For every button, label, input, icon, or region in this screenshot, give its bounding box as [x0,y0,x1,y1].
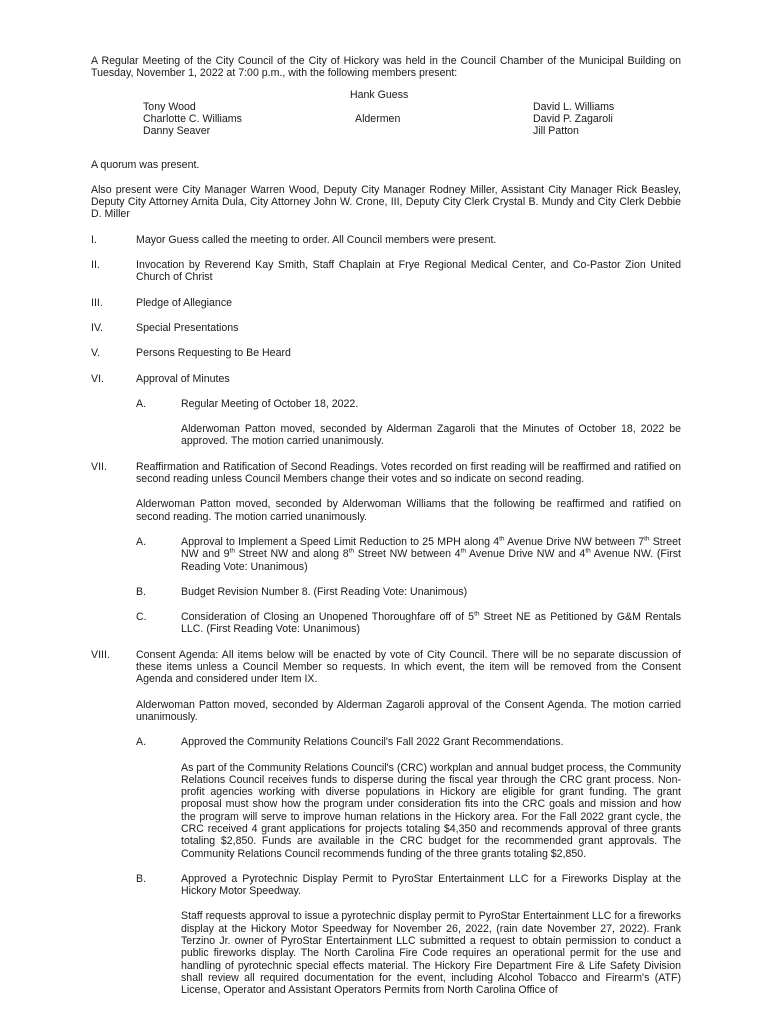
quorum-statement: A quorum was present. [91,158,200,171]
agenda-item-4 [91,322,681,334]
sub-item-letter: A. [136,736,147,749]
sub-item-6a [136,398,681,410]
members-present [91,89,681,159]
item-7-motion: Alderwoman Patton moved, seconded by Alderwoman Williams that the following be reaffirmed and ratified on second reading. The motion carried unanimously. [136,498,681,523]
minutes-page [91,55,681,997]
member-name: Tony Wood [143,100,196,113]
item-8-motion: Alderwoman Patton moved, seconded by Alderman Zagaroli approval of the Consent Agenda. The motion carried unanimously. [136,698,681,723]
sub-item-7c [136,611,681,636]
item-number: VIII. [91,648,110,661]
item-text: Pledge of Allegiance [136,296,233,309]
member-name: Jill Patton [533,125,579,138]
sub-item-letter: B. [136,585,147,598]
aldermen-label: Aldermen [355,112,401,125]
item-text: Invocation by Reverend Kay Smith, Staff Chaplain at Frye Regional Medical Center, and Co-Pastor Zion United Church of Christ [136,259,681,284]
agenda-item-5 [91,347,681,359]
sub-item-7a [136,536,681,573]
member-name: Danny Seaver [143,125,211,138]
member-name: David P. Zagaroli [533,112,613,125]
sub-item-text: Budget Revision Number 8. (First Reading Vote: Unanimous) [181,585,468,598]
sub-item-6a-body: Alderwoman Patton moved, seconded by Alderman Zagaroli that the Minutes of October 18, 2022 be approved. The motion carried unanimously. [181,423,681,448]
also-present-paragraph: Also present were City Manager Warren Wood, Deputy City Manager Rodney Miller, Assistant City Manager Rick Beasley, Deputy City Attorney Arnita Dula, City Attorney John W. Crone, III, Deputy City Clerk Crystal B. Mundy and City Clerk Debbie D. Miller [91,183,681,221]
sub-item-text: Approved the Community Relations Council's Fall 2022 Grant Recommendations. [181,736,564,749]
item-number: I. [91,233,97,246]
sub-item-text: Regular Meeting of October 18, 2022. [181,397,359,410]
member-name: David L. Williams [533,100,615,113]
item-text: Approval of Minutes [136,372,230,385]
item-number: VII. [91,460,107,473]
intro-paragraph: A Regular Meeting of the City Council of the City of Hickory was held in the Council Chamber of the Municipal Building on Tuesday, November 1, 2022 at 7:00 p.m., with the following members present: [91,55,681,80]
sub-item-8b-body: Staff requests approval to issue a pyrotechnic display permit to PyroStar Entertainment LLC for a fireworks display at the Hickory Motor Speedway for November 26, 2022, (rain date November 27, 2022). Frank Terzino Jr. owner of PyroStar Entertainment LLC submitted a request to obtain permission to conduct a public fireworks display. The North Carolina Fire Code requires an operational permit for the use and handling of pyrotechnic special effects material. The Hickory Fire Department Fire & Life Safety Division shall review all required documentation for the event, including Alcohol Tobacco and Firearm's (ATF) License, Operator and Assistant Operators Permits from North Carolina Office of [181,910,681,997]
sub-item-letter: A. [136,535,147,548]
agenda-item-1 [91,234,681,246]
sub-item-text: Consideration of Closing an Unopened Thoroughfare off of 5th Street NE as Petitioned by G&M Rentals LLC. (First Reading Vote: Unanimous) [181,610,681,636]
sub-item-7b [136,586,681,598]
item-text: Consent Agenda: All items below will be enacted by vote of City Council. There will be no separate discussion of these items unless a Council Member so requests. In which event, the item will be removed from the Consent Agenda and considered under Item IX. [136,648,681,686]
agenda-item-7 [91,461,681,486]
item-text: Persons Requesting to Be Heard [136,347,291,360]
item-number: III. [91,296,103,309]
agenda-item-8 [91,649,681,686]
item-number: V. [91,347,101,360]
sub-item-text: Approved a Pyrotechnic Display Permit to PyroStar Entertainment LLC for a Fireworks Display at the Hickory Motor Speedway. [181,872,681,898]
agenda-item-6 [91,373,681,385]
sub-item-letter: A. [136,397,147,410]
item-text: Special Presentations [136,321,239,334]
agenda-item-3 [91,297,681,309]
item-number: II. [91,259,100,272]
sub-item-letter: B. [136,872,147,885]
mayor-name: Hank Guess [350,88,409,101]
sub-item-8b [136,873,681,898]
sub-item-8a [136,736,681,748]
item-number: VI. [91,372,104,385]
member-name: Charlotte C. Williams [143,112,242,125]
sub-item-8a-body: As part of the Community Relations Council's (CRC) workplan and annual budget process, the Community Relations Council receives funds to disperse during the fiscal year through the CRC grant process. Non-profit agencies working with diverse populations in Hickory are eligible for grant funding. The grant proposal must show how the program under consideration fits into the CRC goals and mission and how the program will serve to improve human relations in the Hickory area. For the Fall 2022 grant cycle, the CRC received 4 grant applications for projects totaling $4,350 and recommends approval of three grants totaling $2,850. Funds are available in the CRC budget for the recommended grant approvals. The Community Relations Council recommends funding of the three grants totaling $2,850. [181,761,681,860]
members-left-column [143,101,242,138]
members-right-column [533,101,614,138]
sub-item-letter: C. [136,611,147,624]
sub-item-text: Approval to Implement a Speed Limit Reduction to 25 MPH along 4th Avenue Drive NW between 7th Street NW and 9th Street NW and along 8th Street NW between 4th Avenue Drive NW and 4th Avenue NW. (First Reading Vote: Unanimous) [181,535,681,573]
item-number: IV. [91,321,103,334]
agenda-item-2 [91,259,681,284]
item-text: Mayor Guess called the meeting to order. All Council members were present. [136,233,497,246]
item-text: Reaffirmation and Ratification of Second Readings. Votes recorded on first reading will be reaffirmed and ratified on second reading unless Council Members change their votes and so indicate on second reading. [136,460,681,486]
